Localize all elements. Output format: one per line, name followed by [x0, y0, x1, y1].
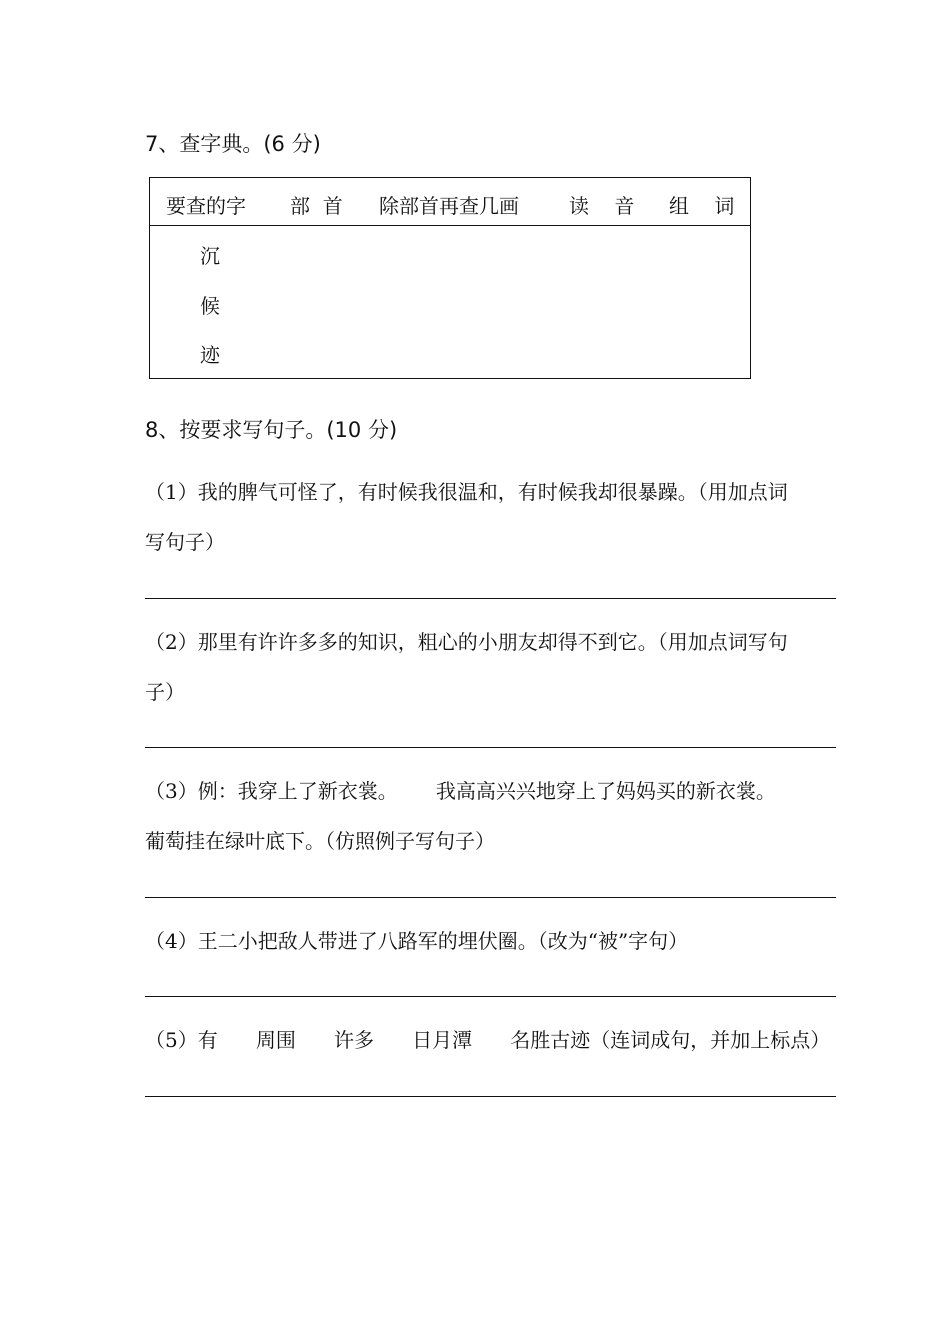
answer-line-2[interactable]: [145, 747, 836, 748]
question-7-title: 7、查字典。(6 分): [145, 132, 321, 156]
item-3-line-1: （3）例：我穿上了新衣裳。 我高高兴兴地穿上了妈妈买的新衣裳。: [145, 779, 776, 803]
header-char: 要查的字: [166, 194, 246, 218]
dictionary-table: [149, 177, 751, 379]
table-char-1: 沉: [200, 244, 220, 268]
item-1-line-1: （1）我的脾气可怪了，有时候我很温和，有时候我却很暴躁。（用加点词: [145, 480, 788, 504]
answer-line-4[interactable]: [145, 996, 836, 997]
table-char-2: 候: [200, 294, 220, 318]
table-header-row: [150, 178, 750, 226]
table-char-3: 迹: [200, 343, 220, 367]
answer-line-1[interactable]: [145, 598, 836, 599]
answer-line-3[interactable]: [145, 897, 836, 898]
header-words: 组 词: [669, 194, 735, 218]
answer-line-5[interactable]: [145, 1096, 836, 1097]
question-8-title: 8、按要求写句子。(10 分): [145, 418, 398, 442]
item-2-line-1: （2）那里有许许多多的知识，粗心的小朋友却得不到它。（用加点词写句: [145, 630, 788, 654]
header-pronunciation: 读 音: [569, 194, 635, 218]
header-strokes: 除部首再查几画: [379, 194, 519, 218]
item-4-line-1: （4）王二小把敌人带进了八路军的埋伏圈。（改为“被”字句）: [145, 929, 689, 953]
item-1-line-2: 写句子）: [145, 530, 225, 554]
item-3-line-2: 葡萄挂在绿叶底下。（仿照例子写句子）: [145, 829, 495, 853]
item-2-line-2: 子）: [145, 680, 185, 704]
item-5-line-1: （5）有 周围 许多 日月潭 名胜古迹（连词成句，并加上标点）: [145, 1028, 831, 1052]
header-radical: 部 首: [290, 194, 343, 218]
